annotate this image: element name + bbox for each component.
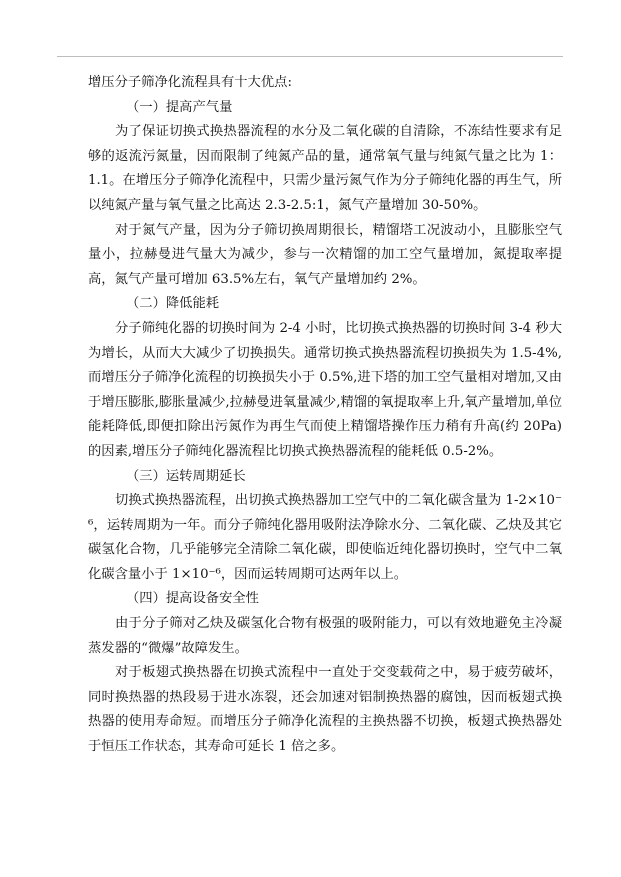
document-body [88, 71, 562, 760]
paragraph: 分子筛纯化器的切换时间为 2-4 小时，比切换式换热器的切换时间 3-4 秒大为增长，从而大大减少了切换损失。通常切换式换热器流程切换损失为 1.5-4%,而增压分子筛净化流程的切换损失小于 0.5%,进下塔的加工空气量相对增加,又由于增压膨胀,膨胀量减少,拉赫曼进氧量减少,精馏的氧提取率上升,氧产量增加,单位能耗降低,即便扣除出污氮作为再生气而使上精馏塔操作压力稍有升高(约 20Pa)的因素,增压分子筛纯化器流程比切换式换热器流程的能耗低 0.5-2%。 [88, 320, 562, 459]
paragraph: 对于板翅式换热器在切换式流程中一直处于交变载荷之中，易于疲劳破坏，同时换热器的热段易于进水冻裂，还会加速对铝制换热器的腐蚀，因而板翅式换热器的使用寿命短。而增压分子筛净化流程的主换热器不切换，板翅式换热器处于恒压工作状态，其寿命可延长 1 倍之多。 [88, 665, 562, 755]
header-rule [57, 56, 563, 57]
intro-line: 增压分子筛净化流程具有十大优点: [88, 75, 292, 90]
paragraph: 切换式换热器流程，出切换式换热器加工空气中的二氧化碳含量为 1-2×10⁻⁶，运转周期为一年。而分子筛纯化器用吸附法净除水分、二氧化碳、乙炔及其它碳氢化合物，几乎能够完全清除二氧化碳，即使临近纯化器切换时，空气中二氧化碳含量小于 1×10⁻⁶，因而运转周期可达两年以上。 [88, 493, 562, 582]
section-heading-4: （四）提高设备安全性 [126, 591, 259, 607]
paragraph: 为了保证切换式换热器流程的水分及二氧化碳的自清除，不冻结性要求有足够的返流污氮量，因而限制了纯氮产品的量，通常氧气量与纯氮气量之比为 1：1.1。在增压分子筛净化流程中，只需少量污氮气作为分子筛纯化器的再生气，所以纯氮产量与氧气量之比高达 2.3-2.5:1，氮气产量增加 30-50%。 [88, 124, 562, 213]
section-heading-3: （三）运转周期延长 [126, 468, 246, 484]
section-heading-2: （二）降低能耗 [126, 296, 220, 312]
paragraph: 由于分子筛对乙炔及碳氢化合物有极强的吸附能力，可以有效地避免主冷凝蒸发器的“微爆”故障发生。 [88, 616, 562, 656]
section-heading-1: （一）提高产气量 [126, 99, 233, 115]
paragraph: 对于氮气产量，因为分子筛切换周期很长，精馏塔工况波动小，且膨胀空气量小，拉赫曼进气量大为减少，参与一次精馏的加工空气量增加，氮提取率提高，氮气产量可增加 63.5%左右，氧气产量增加约 2%。 [88, 222, 562, 287]
